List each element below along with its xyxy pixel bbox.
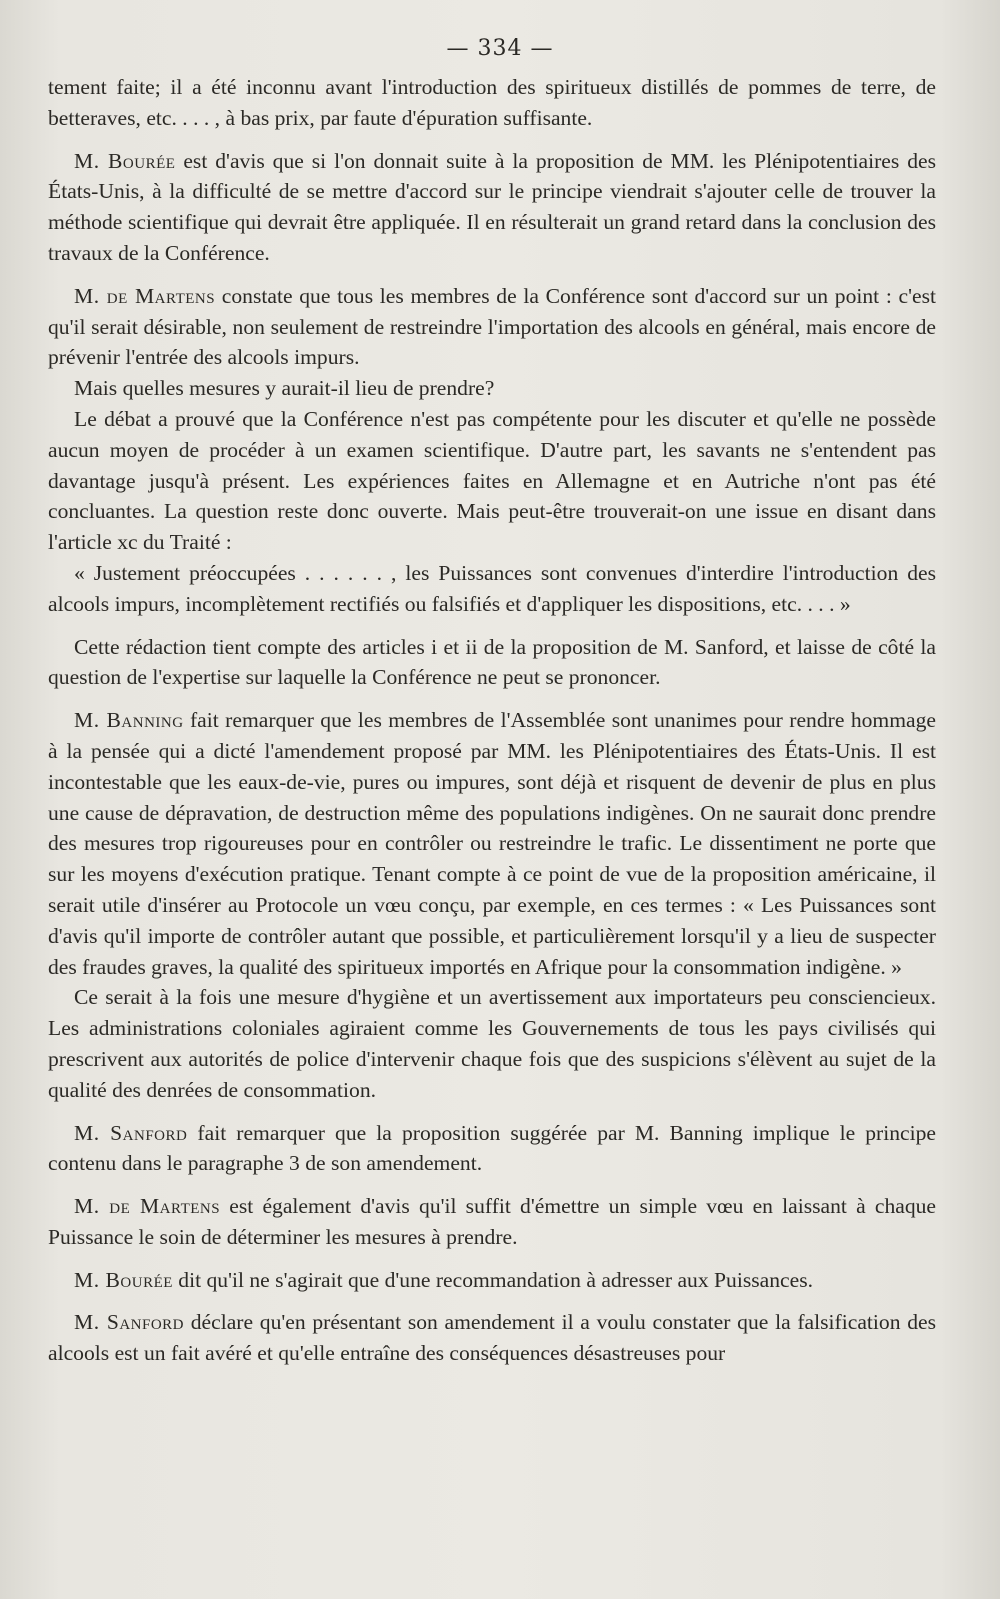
- paragraph-text: Cette rédaction tient compte des articles i et ii de la proposition de M. Sanford, et laisse de côté la question de l'expertise sur laquelle la Conférence ne peut se prononcer.: [48, 634, 936, 690]
- paragraph-text: tement faite; il a été inconnu avant l'introduction des spiritueux distillés de pommes de terre, de betteraves, etc. . . . , à bas prix, par faute d'épuration suffisante.: [48, 75, 936, 130]
- paragraph-text: fait remarquer que les membres de l'Assemblée sont unanimes pour rendre hommage à la pensée qui a dicté l'amendement proposé par MM. les Plénipotentiaires des États-Unis. Il est incontestable que les eaux-de-vie, pures ou impures, sont déjà et risquent de devenir de plus en plus une cause de dépravation, de destruction même des populations indigènes. On ne saurait donc prendre des mesures trop rigoureuses pour en contrôler ou restreindre le trafic. Le dissentiment ne porte que sur les moyens d'exécution pratique. Tenant compte à ce point de vue de la proposition américaine, il serait utile d'insérer au Protocole un vœu conçu, par exemple, en ces termes : « Les Puissances sont d'avis qu'il importe de contrôler autant que possible, et particulièrement lorsqu'il y a lieu de suspecter des fraudes graves, la qualité des spiritueux importés en Afrique pour la consommation indigène. »: [48, 708, 936, 979]
- paragraph: [48, 1118, 936, 1180]
- paragraph-text: « Justement préoccupées . . . . . . , les Puissances sont convenues d'interdire l'introduction des alcools impurs, incomplètement rectifiés ou falsifiés et d'appliquer les dispositions, etc. . . . »: [48, 560, 936, 616]
- speaker-name: M. Sanford: [74, 1120, 188, 1145]
- paragraph: [48, 146, 936, 269]
- paragraph: [48, 1191, 936, 1253]
- paragraph: [48, 281, 936, 373]
- speaker-name: M. Banning: [74, 708, 184, 733]
- paragraph-text: dit qu'il ne s'agirait que d'une recommandation à adresser aux Puissances.: [172, 1267, 814, 1292]
- page-number: — 334 —: [446, 36, 554, 61]
- paragraph-text: déclare qu'en présentant son amendement il a voulu constater que la falsification des alcools est un fait avéré et qu'elle entraîne des conséquences désastreuses pour: [48, 1310, 937, 1366]
- body-text: [48, 72, 936, 1369]
- quoted-article: [48, 558, 936, 620]
- paragraph: [48, 1307, 936, 1369]
- paragraph: [48, 404, 936, 558]
- speaker-name: M. de Martens: [74, 283, 216, 308]
- speaker-name: M. Sanford: [74, 1310, 185, 1335]
- paragraph: [48, 705, 936, 982]
- paragraph: [48, 982, 936, 1105]
- paragraph-text: est également d'avis qu'il suffit d'émettre un simple vœu en laissant à chaque Puissance le soin de déterminer les mesures à prendre.: [48, 1194, 936, 1249]
- paragraph: [48, 373, 936, 404]
- speaker-name: M. de Martens: [74, 1194, 221, 1219]
- paragraph-text: Mais quelles mesures y aurait-il lieu de prendre?: [74, 376, 495, 401]
- speaker-name: M. Bourée: [74, 148, 176, 173]
- paragraph-text: Ce serait à la fois une mesure d'hygiène et un avertissement aux importateurs peu consciencieux. Les administrations coloniales agiraient comme les Gouvernements de tous les pays civilisés qui prescrivent aux autorités de police d'intervenir chaque fois que des suspicions s'élèvent au sujet de la qualité des denrées de consommation.: [48, 985, 936, 1102]
- speaker-name: M. Bourée: [74, 1267, 173, 1292]
- paragraph: [48, 72, 936, 134]
- paragraph-text: constate que tous les membres de la Conférence sont d'accord sur un point : c'est qu'il serait désirable, non seulement de restreindre l'importation des alcools en général, mais encore de prévenir l'entrée des alcools impurs.: [48, 283, 937, 370]
- paragraph-text: est d'avis que si l'on donnait suite à la proposition de MM. les Plénipotentiaires des États-Unis, à la difficulté de se mettre d'accord sur le principe viendrait s'ajouter celle de trouver la méthode scientifique qui devrait être appliquée. Il en résulterait un grand retard dans la conclusion des travaux de la Conférence.: [48, 148, 936, 265]
- paragraph: [48, 632, 936, 694]
- paragraph-text: fait remarquer que la proposition suggérée par M. Banning implique le principe contenu dans le paragraphe 3 de son amendement.: [48, 1120, 936, 1176]
- paragraph-text: Le débat a prouvé que la Conférence n'est pas compétente pour les discuter et qu'elle ne possède aucun moyen de procéder à un examen scientifique. D'autre part, les savants ne s'entendent pas davantage jusqu'à présent. Les expériences faites en Allemagne et en Autriche n'ont pas été concluantes. La question reste donc ouverte. Mais peut-être trouverait-on une issue en disant dans l'article xc du Traité :: [48, 406, 936, 555]
- paragraph: [48, 1265, 936, 1296]
